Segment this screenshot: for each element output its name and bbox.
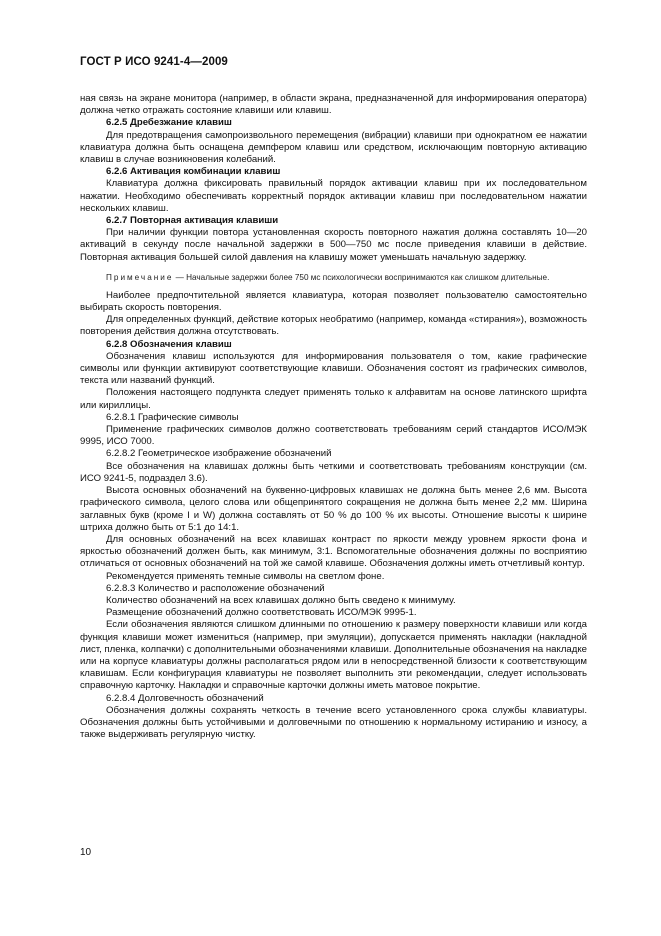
note-label: Примечание	[106, 272, 174, 282]
paragraph-6-2-8-2-1: Все обозначения на клавишах должны быть четкими и соответствовать требованиям конструкции (см. ИСО 9241-5, подраздел 3.6).	[80, 460, 587, 484]
paragraph-6-2-8-4: Обозначения должны сохранять четкость в течение всего установленного срока службы клавиатуры. Обозначения должны быть устойчивыми и долговечными по отношению к нормальному истиранию и износу, а также выдерживать регулярную чистку.	[80, 704, 587, 741]
paragraph-6-2-8-1-body: Применение графических символов должно соответствовать требованиям серий стандартов ИСО/МЭК 9995, ИСО 7000.	[80, 424, 587, 448]
paragraph-6-2-7-2: Наиболее предпочтительной является клавиатура, которая позволяет пользователю самостоятельно выбирать скорость повторения.	[80, 289, 587, 314]
paragraph-6-2-8-1: Обозначения клавиш используются для информирования пользователя о том, какие графические символы или функции активируют соответствующие клавиши. Обозначения состоят из графических символов, текста или названий функций.	[80, 350, 587, 387]
heading-6-2-7: 6.2.7 Повторная активация клавиши	[106, 215, 279, 227]
paragraph-6-2-7-1: При наличии функции повтора установленная скорость повторного нажатия должна составлять 10—20 активаций в секунду после начальной задержки в 500—750 мс после приведения клавиши в действие. Повторная активация большей силой давления на клавишу может уменьшать начальную задержку.	[80, 227, 587, 263]
heading-6-2-6: 6.2.6 Активация комбинации клавиш	[106, 166, 281, 178]
paragraph-6-2-8-2-2: Высота основных обозначений на буквенно-цифровых клавишах не должна быть менее 2,6 мм. Высота графического символа, целого слова или общепринятого сокращения не должна быть менее 2,2 мм. Ширина заглавных букв (кроме I и W) должна составлять от 50 % до 100 % их высоты. Отношение высоты к ширине штриха должно быть от 5:1 до 14:1.	[80, 485, 587, 533]
paragraph-6-2-8-3-1: Количество обозначений на всех клавишах должно быть сведено к минимуму.	[106, 594, 456, 606]
paragraph-6-2-8-3-3: Если обозначения являются слишком длинными по отношению к размеру поверхности клавиши или когда функция клавиши может измениться (например, при эмуляции), допускается применять накладки (накладной лист, пленка, колпачки) с дополнительными обозначениями клавиши. Дополнительные обозначения на накладке или на корпусе клавиатуры должны располагаться рядом или в непосредственной близости к соответствующим клавишам. Если конфигурация клавиатуры не позволяет выполнить эти рекомендации, следует использовать справочную карточку. Накладки и справочные карточки должны иметь матовое покрытие.	[80, 619, 587, 692]
paragraph-6-2-8-2-3: Для основных обозначений на всех клавишах контраст по яркости между уровнем яркости фона и яркостью обозначений должен быть, как минимум, 3:1. Вспомогательные обозначения должны по восприятию отличаться от основных обозначений на той же самой клавише. Обозначения должны иметь отчетливый контур.	[80, 533, 587, 570]
subheading-6-2-8-3: 6.2.8.3 Количество и расположение обозначений	[106, 582, 325, 594]
paragraph-6-2-6: Клавиатура должна фиксировать правильный порядок активации клавиш при их последовательном нажатии. Необходимо обеспечивать корректный порядок активации клавиш при последовательном нажатии нескольких клавиш.	[80, 178, 587, 214]
paragraph-6-2-8-3-2: Размещение обозначений должно соответствовать ИСО/МЭК 9995-1.	[106, 607, 417, 619]
heading-6-2-8: 6.2.8 Обозначения клавиш	[106, 338, 232, 350]
paragraph-intro: ная связь на экране монитора (например, в области экрана, предназначенной для информирования оператора) должна четко отражать состояние клавиши или клавиш.	[80, 93, 587, 117]
paragraph-6-2-5: Для предотвращения самопроизвольного перемещения (вибрации) клавиши при однократном ее нажатии клавиатура должна быть оснащена демпфером клавиш или средством, исключающим повторную активацию клавиш в случае возникновения колебаний.	[80, 129, 587, 166]
note-text: — Начальные задержки более 750 мс психологически воспринимаются как слишком длительные.	[173, 272, 550, 282]
page-number: 10	[80, 847, 92, 858]
document-header: ГОСТ Р ИСО 9241-4—2009	[80, 56, 228, 68]
note	[80, 272, 587, 283]
paragraph-6-2-7-3: Для определенных функций, действие которых необратимо (например, команда «стирания»), возможность повторения действия должна отсутствовать.	[80, 314, 587, 338]
subheading-6-2-8-1: 6.2.8.1 Графические символы	[106, 411, 239, 423]
paragraph-6-2-8-2-4: Рекомендуется применять темные символы на светлом фоне.	[106, 570, 385, 582]
subheading-6-2-8-4: 6.2.8.4 Долговечность обозначений	[106, 692, 264, 704]
document-body	[80, 93, 587, 741]
heading-6-2-5: 6.2.5 Дребезжание клавиш	[106, 117, 232, 129]
paragraph-6-2-8-2: Положения настоящего подпункта следует применять только к алфавитам на основе латинского шрифта или кириллицы.	[80, 387, 587, 411]
subheading-6-2-8-2: 6.2.8.2 Геометрическое изображение обозначений	[106, 448, 332, 460]
